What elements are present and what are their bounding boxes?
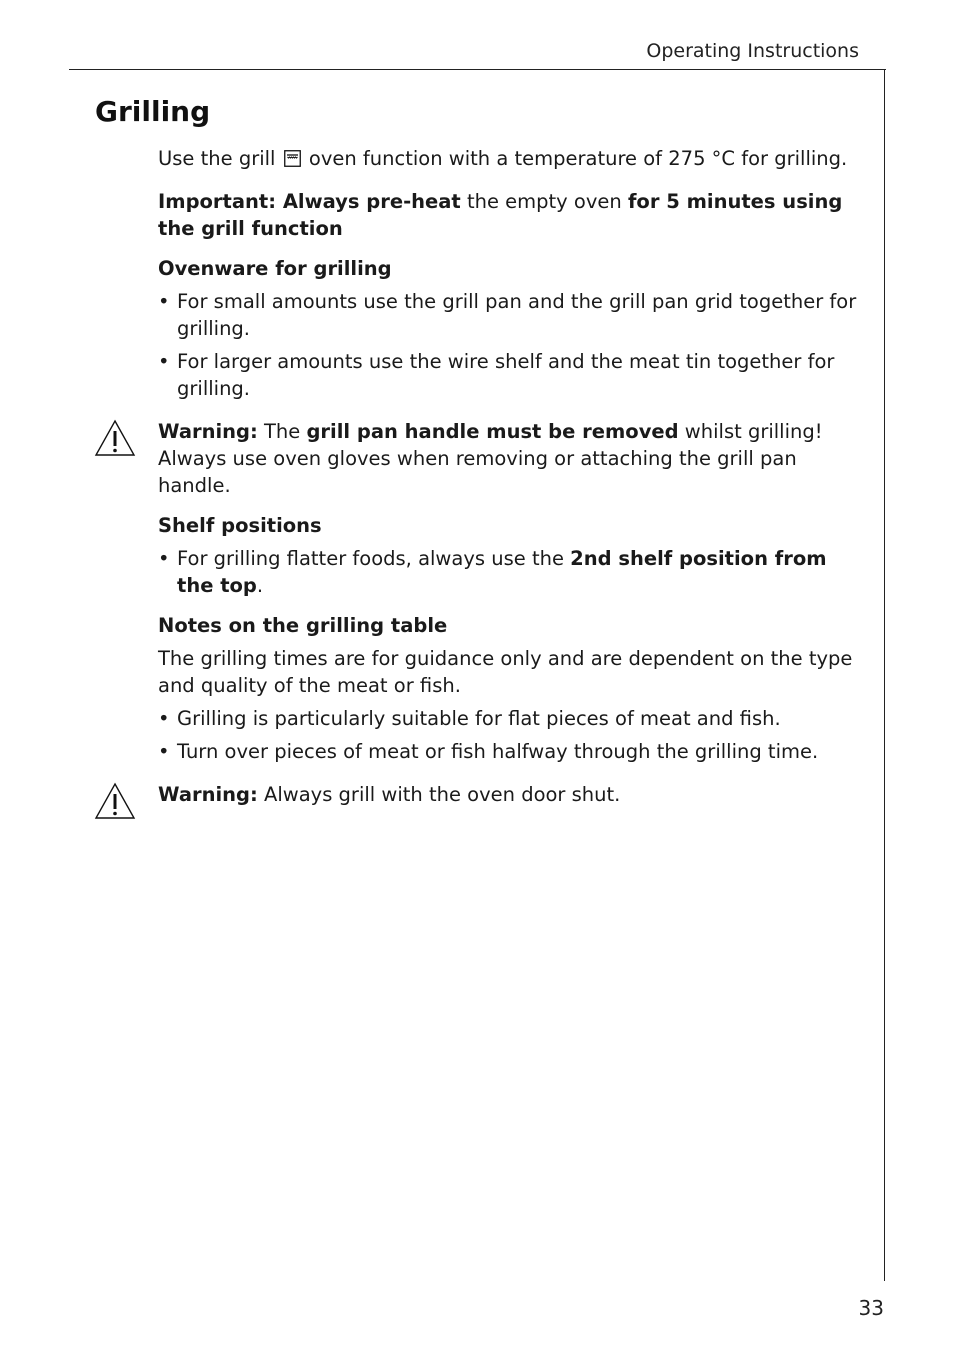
warning-handle: Warning: The grill pan handle must be removed whilst grilling! Always use oven gloves when removing or attaching the grill pan handle. (158, 418, 862, 499)
warning-triangle-icon (94, 419, 136, 457)
important-note: Important: Always pre-heat the empty oven for 5 minutes using the grill function (158, 190, 843, 240)
running-header: Operating Instructions (646, 40, 859, 62)
ovenware-heading: Ovenware for grilling (158, 257, 392, 280)
notes-heading: Notes on the grilling table (158, 614, 448, 637)
shelf-heading: Shelf positions (158, 514, 322, 537)
warning-door: Warning: Always grill with the oven door shut. (158, 781, 862, 808)
list-item: • For grilling flatter foods, always use the 2nd shelf position from the top. (158, 545, 862, 599)
notes-paragraph: The grilling times are for guidance only and are dependent on the type and quality of the meat or fish. (158, 647, 853, 697)
page-title: Grilling (95, 95, 211, 128)
page-number: 33 (858, 1296, 884, 1320)
content-body (158, 145, 862, 808)
list-item: • Turn over pieces of meat or fish halfway through the grilling time. (158, 738, 862, 765)
side-rule (884, 69, 885, 1281)
grill-function-icon (284, 150, 301, 167)
intro-paragraph: Use the grill oven function with a temperature of 275 °C for grilling. (158, 147, 848, 170)
list-item: • For larger amounts use the wire shelf and the meat tin together for grilling. (158, 348, 862, 402)
list-item: • For small amounts use the grill pan and the grill pan grid together for grilling. (158, 288, 862, 342)
warning-triangle-icon (94, 782, 136, 820)
header-rule (69, 69, 886, 70)
list-item: • Grilling is particularly suitable for flat pieces of meat and fish. (158, 705, 862, 732)
